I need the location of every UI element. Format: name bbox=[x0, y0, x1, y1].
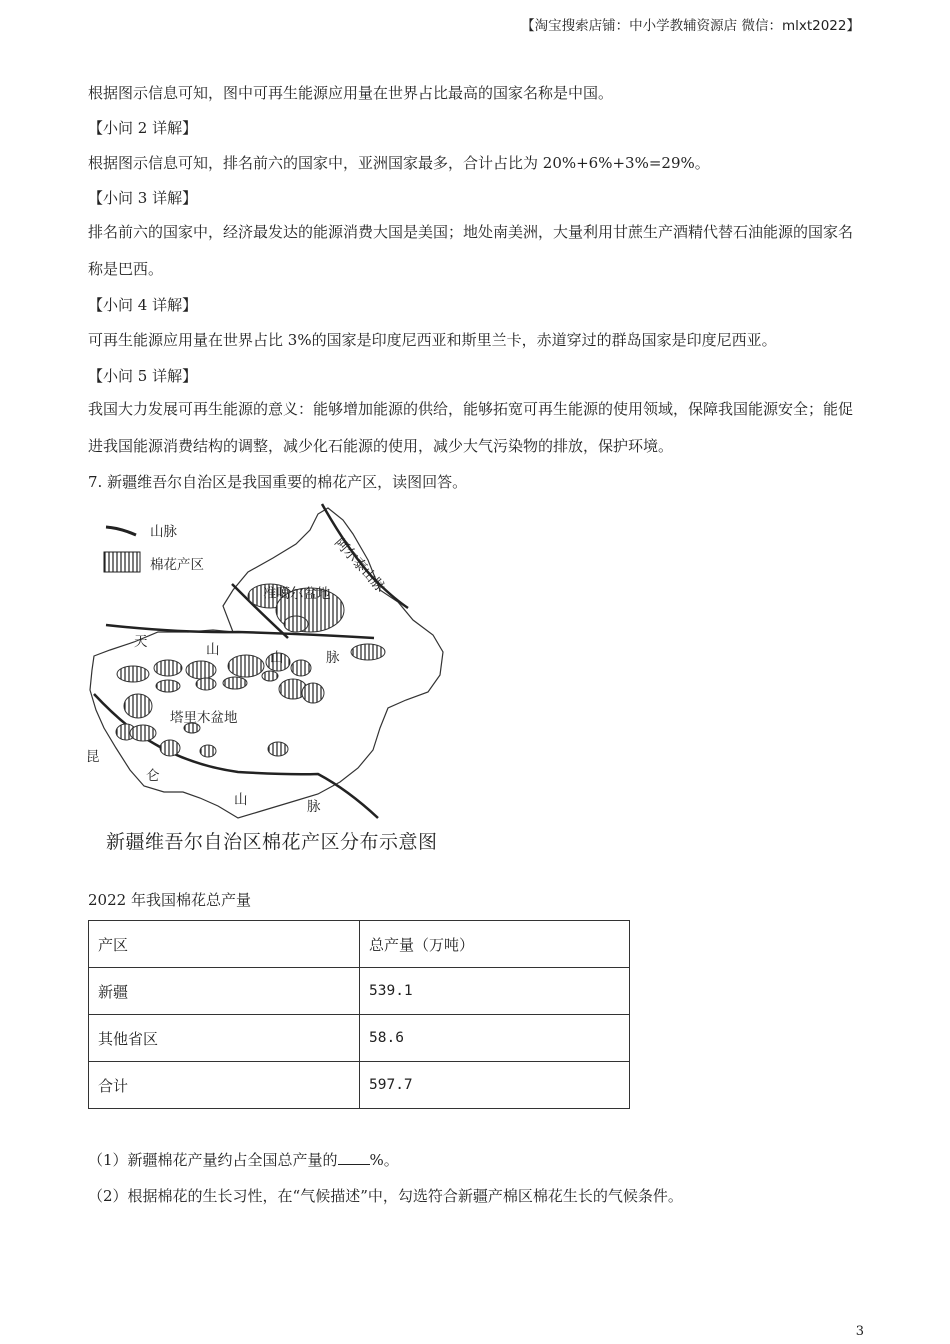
answer-blank[interactable] bbox=[338, 1150, 370, 1165]
sub-question-2: （2）根据棉花的生长习性，在“气候描述”中，勾选符合新疆产棉区棉花生长的气候条件。 bbox=[88, 1187, 683, 1205]
legend-mountain-label: 山脉 bbox=[150, 524, 177, 540]
table-header-cell: 产区 bbox=[89, 921, 360, 968]
answer-3-text: 排名前六的国家中，经济最发达的能源消费大国是美国；地处南美洲，大量利用甘蔗生产酒精代替石油能源的国家名称是巴西。 bbox=[88, 223, 854, 278]
tianshan-label-char-4: 脉 bbox=[326, 650, 340, 666]
table-row bbox=[89, 1015, 630, 1062]
tianshan-label-char-3: 山 bbox=[270, 650, 284, 666]
legend-cotton-label: 棉花产区 bbox=[150, 557, 204, 573]
table-cell-output: 597.7 bbox=[360, 1062, 630, 1109]
page-number: 3 bbox=[855, 1324, 864, 1339]
sub-question-3-heading: 【小问 3 详解】 bbox=[88, 189, 198, 207]
cotton-area bbox=[130, 725, 156, 741]
table-cell-output: 539.1 bbox=[360, 968, 630, 1015]
sub-question-1-text: （1）新疆棉花产量约占全国总产量的 bbox=[88, 1151, 338, 1169]
table-row bbox=[89, 1062, 630, 1109]
table-cell-region: 其他省区 bbox=[89, 1015, 360, 1062]
cotton-area bbox=[351, 644, 385, 660]
cotton-area bbox=[124, 694, 152, 718]
cotton-area bbox=[302, 683, 324, 703]
sub-question-1-suffix: %。 bbox=[369, 1151, 399, 1169]
cotton-area bbox=[262, 671, 278, 681]
cotton-area bbox=[291, 660, 311, 676]
table-header-row bbox=[89, 921, 630, 968]
table-cell-output: 58.6 bbox=[360, 1015, 630, 1062]
cotton-area bbox=[228, 655, 264, 677]
cotton-area bbox=[160, 740, 180, 756]
kunlun-label-char-1: 昆 bbox=[86, 749, 100, 765]
tianshan-label-char-1: 天 bbox=[134, 634, 148, 650]
legend-cotton-symbol bbox=[104, 552, 140, 572]
kunlun-label-char-2: 仑 bbox=[146, 768, 160, 784]
map-title: 新疆维吾尔自治区棉花产区分布示意图 bbox=[106, 831, 438, 853]
cotton-area bbox=[156, 680, 180, 692]
cotton-area bbox=[196, 678, 216, 690]
cotton-areas bbox=[116, 584, 385, 757]
sub-question-4-heading: 【小问 4 详解】 bbox=[88, 296, 198, 314]
answer-5-text: 我国大力发展可再生能源的意义：能够增加能源的供给，能够拓宽可再生能源的使用领域，保障我国能源安全；能促进我国能源消费结构的调整，减少化石能源的使用，减少大气污染物的排放，保护环境。 bbox=[88, 400, 854, 455]
answer-2-text: 根据图示信息可知，排名前六的国家中，亚洲国家最多，合计占比为 20%+6%+3%=29%。 bbox=[88, 154, 710, 172]
cotton-area bbox=[200, 745, 216, 757]
page-header: 【淘宝搜索店铺：中小学教辅资源店 微信：mlxt2022】 bbox=[521, 18, 860, 34]
cotton-area bbox=[154, 660, 182, 676]
xinjiang-cotton-map bbox=[88, 500, 498, 860]
cotton-output-table bbox=[88, 920, 630, 1109]
legend-mountain-symbol bbox=[106, 527, 136, 535]
sub-question-5-heading: 【小问 5 详解】 bbox=[88, 367, 198, 385]
answer-4-text: 可再生能源应用量在世界占比 3%的国家是印度尼西亚和斯里兰卡，赤道穿过的群岛国家是印度尼西亚。 bbox=[88, 331, 777, 349]
cotton-area bbox=[268, 742, 288, 756]
cotton-area bbox=[223, 677, 247, 689]
junggar-basin-label: 准噶尔盆地 bbox=[263, 586, 331, 602]
table-header-cell: 总产量（万吨） bbox=[360, 921, 630, 968]
tarim-basin-label: 塔里木盆地 bbox=[170, 710, 238, 726]
tianshan-label-char-2: 山 bbox=[206, 642, 220, 658]
kunlun-label-char-3: 山 bbox=[234, 792, 248, 808]
cotton-area bbox=[186, 661, 216, 679]
sub-question-1 bbox=[88, 1150, 863, 1170]
cotton-area bbox=[117, 666, 149, 682]
question-7-stem: 7. 新疆维吾尔自治区是我国重要的棉花产区，读图回答。 bbox=[88, 473, 468, 491]
table-cell-region: 新疆 bbox=[89, 968, 360, 1015]
cotton-area bbox=[284, 616, 308, 632]
sub-question-2-heading: 【小问 2 详解】 bbox=[88, 119, 198, 137]
table-cell-region: 合计 bbox=[89, 1062, 360, 1109]
kunlun-label-char-4: 脉 bbox=[307, 799, 321, 815]
table-row bbox=[89, 968, 630, 1015]
answer-1-text: 根据图示信息可知，图中可再生能源应用量在世界占比最高的国家名称是中国。 bbox=[88, 84, 614, 102]
altai-label: 阿尔泰山脉 bbox=[331, 534, 389, 596]
table-caption: 2022 年我国棉花总产量 bbox=[88, 891, 251, 909]
